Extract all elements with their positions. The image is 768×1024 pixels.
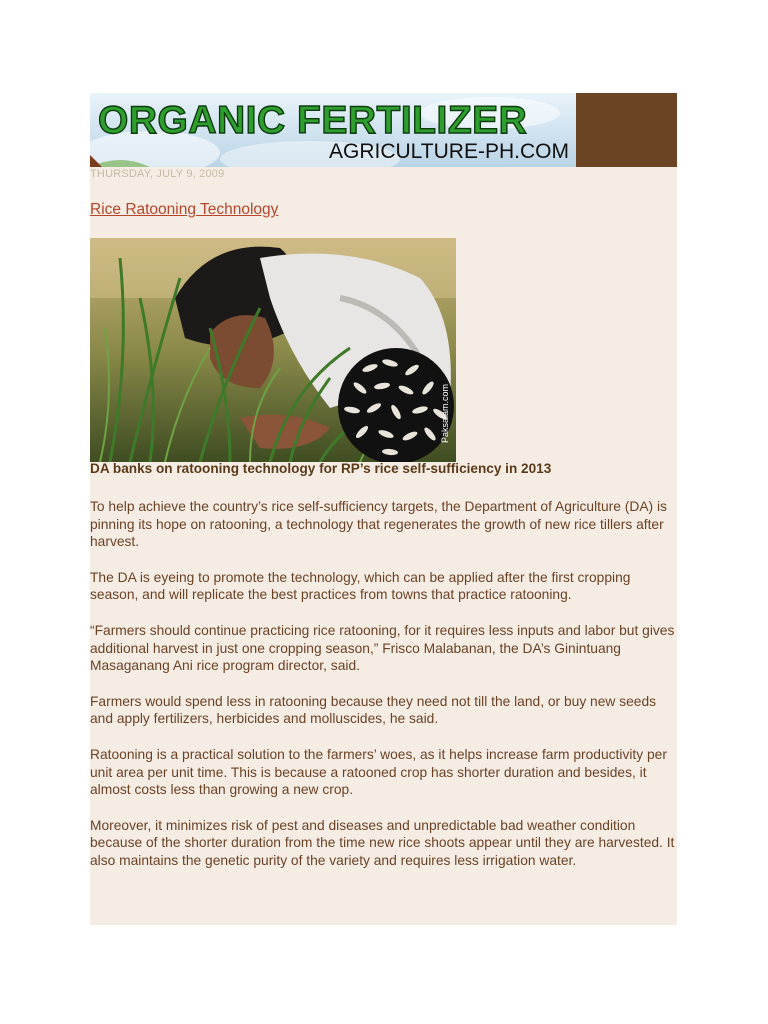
site-banner[interactable] — [90, 93, 677, 167]
banner-title: ORGANIC FERTILIZER — [98, 99, 528, 142]
post-date: THURSDAY, JULY 9, 2009 — [90, 168, 225, 180]
blog-page — [90, 93, 677, 925]
article-subheading: DA banks on ratooning technology for RP’s rice self-sufficiency in 2013 — [90, 461, 552, 476]
banner-side-panel — [576, 93, 677, 167]
post-photo — [90, 238, 456, 462]
banner-corner-accent — [90, 155, 102, 167]
banner-site-name: AGRICULTURE-PH.COM — [329, 140, 569, 163]
article-body — [90, 498, 677, 888]
post-title-link[interactable]: Rice Ratooning Technology — [90, 201, 279, 218]
article-paragraph: “Farmers should continue practicing rice ratooning, for it requires less inputs and labor but gives additional harvest in just one cropping season,” Frisco Malabanan, the DA’s Ginintuang Masaganang Ani rice program director, said. — [90, 622, 675, 674]
article-paragraph: Farmers would spend less in ratooning because they need not till the land, or buy new seeds and apply fertilizers, herbicides and molluscides, he said. — [90, 693, 657, 727]
article-paragraph: Moreover, it minimizes risk of pest and diseases and unpredictable bad weather condition because of the shorter duration from the time new rice shoots appear until they are harvested. It also maintains the genetic purity of the variety and requires less irrigation water. — [90, 817, 675, 868]
article-paragraph: To help achieve the country’s rice self-sufficiency targets, the Department of Agriculture (DA) is pinning its hope on ratooning, a technology that regenerates the growth of new rice tillers after harvest. — [90, 499, 667, 550]
farmer-rice-photo — [90, 238, 456, 462]
photo-credit: Paksalam.com — [440, 383, 450, 443]
banner-image — [90, 93, 576, 167]
article-paragraph: The DA is eyeing to promote the technology, which can be applied after the first cropping season, and will replicate the best practices from towns that practice ratooning. — [90, 569, 631, 603]
article-paragraph: Ratooning is a practical solution to the farmers’ woes, as it helps increase farm productivity per unit area per unit time. This is because a ratooned crop has shorter duration and besides, it almost costs less than growing a new crop. — [90, 746, 667, 798]
